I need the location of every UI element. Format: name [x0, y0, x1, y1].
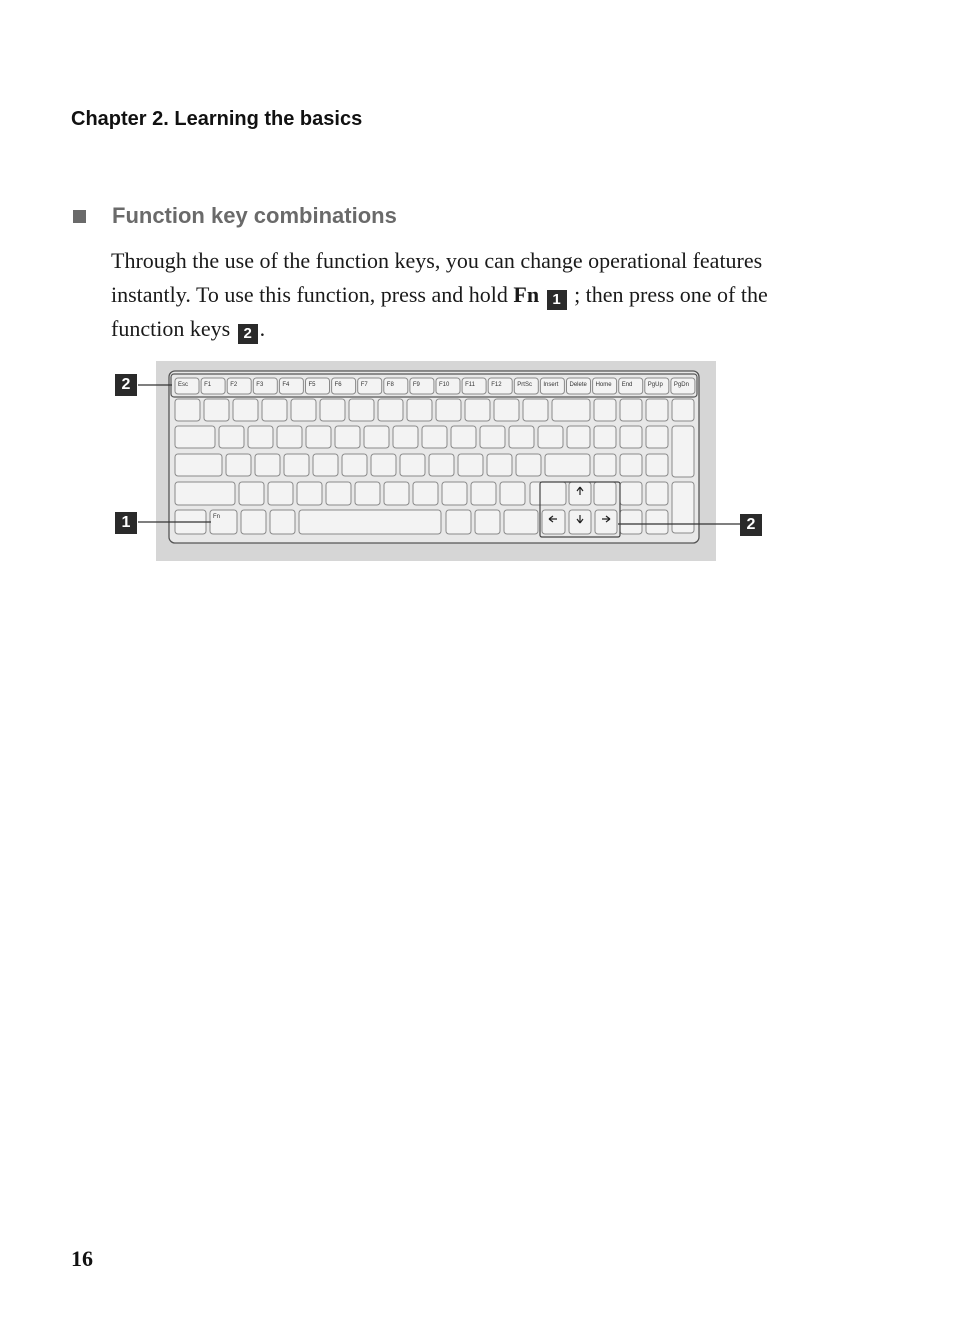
key-row2-1	[248, 426, 273, 448]
key-numpad2-0	[594, 426, 616, 448]
key-f3-label: F3	[256, 382, 264, 388]
key-row1-7	[378, 399, 403, 421]
key-row2-3	[306, 426, 331, 448]
section-heading-text: Function key combinations	[112, 203, 397, 228]
key-row3-9	[487, 454, 512, 476]
key-row1-11	[494, 399, 519, 421]
key-numpad3-2	[646, 454, 668, 476]
callout-2-right: 2	[740, 514, 762, 536]
key-row3-5	[371, 454, 396, 476]
key-pgdn-label: PgDn	[673, 382, 689, 388]
key-enter	[545, 454, 590, 476]
key-row1-6	[349, 399, 374, 421]
callout-2-top: 2	[115, 374, 137, 396]
key-row3-6	[400, 454, 425, 476]
key-row4-4	[355, 482, 380, 505]
key-numpad2-1	[620, 426, 642, 448]
key-tab	[175, 426, 215, 448]
key-row4-8	[471, 482, 496, 505]
key-end-label: End	[621, 382, 633, 388]
key-row3-3	[313, 454, 338, 476]
key-delete-label: Delete	[569, 382, 587, 388]
callout-1: 1	[115, 512, 137, 534]
key-row1-9	[436, 399, 461, 421]
key-home-label: Home	[595, 382, 612, 388]
key-backspace	[552, 399, 590, 421]
key-numpad3-0	[594, 454, 616, 476]
key-fn-label: Fn	[213, 514, 221, 520]
key-numpad-enter	[672, 482, 694, 533]
key-row2-9	[480, 426, 505, 448]
key-numpad1-3	[672, 399, 694, 421]
key-ralt	[446, 510, 471, 534]
key-row1-4	[291, 399, 316, 421]
key-row2-0	[219, 426, 244, 448]
key-numpad5-0	[620, 510, 642, 534]
key-f4-label: F4	[282, 382, 290, 388]
key-row2-8	[451, 426, 476, 448]
key-win	[241, 510, 266, 534]
key-numpad4-1	[620, 482, 642, 505]
key-numpad-plus	[672, 426, 694, 477]
key-numpad5-1	[646, 510, 668, 534]
marker-1-badge: 1	[547, 290, 567, 310]
key-numpad1-0	[594, 399, 616, 421]
key-row3-8	[458, 454, 483, 476]
key-f10-label: F10	[439, 382, 450, 388]
key-row1-12	[523, 399, 548, 421]
key-prtsc-label: PrtSc	[517, 382, 532, 388]
key-f1-label: F1	[204, 382, 212, 388]
key-f6-label: F6	[334, 382, 342, 388]
key-row4-6	[413, 482, 438, 505]
key-left	[542, 510, 565, 534]
key-f5-label: F5	[308, 382, 316, 388]
key-pgup-label: PgUp	[647, 382, 663, 388]
key-f8-label: F8	[386, 382, 394, 388]
key-f11-label: F11	[465, 382, 476, 388]
key-row1-8	[407, 399, 432, 421]
key-row4-0	[239, 482, 264, 505]
key-row2-4	[335, 426, 360, 448]
key-row2-7	[422, 426, 447, 448]
key-menu	[475, 510, 500, 534]
key-row4-3	[326, 482, 351, 505]
key-row3-7	[429, 454, 454, 476]
key-row3-10	[516, 454, 541, 476]
key-row1-5	[320, 399, 345, 421]
key-row4-5	[384, 482, 409, 505]
key-f12-label: F12	[491, 382, 502, 388]
key-backslash	[567, 426, 590, 448]
key-numpad1-2	[646, 399, 668, 421]
page-number: 16	[71, 1246, 93, 1271]
key-row3-4	[342, 454, 367, 476]
paragraph-text-1: Through the use of the function keys, you can change operational features instantly. To use this function, press and hold	[111, 248, 763, 307]
paragraph-end: .	[259, 316, 266, 341]
key-row2-2	[277, 426, 302, 448]
key-row1-3	[262, 399, 287, 421]
key-space	[299, 510, 441, 534]
key-row4-9	[500, 482, 525, 505]
key-row2-5	[364, 426, 389, 448]
key-lshift	[175, 482, 235, 505]
key-numpad2-2	[646, 426, 668, 448]
key-row3-0	[226, 454, 251, 476]
key-row1-10	[465, 399, 490, 421]
key-row2-10	[509, 426, 534, 448]
key-f7-label: F7	[360, 382, 368, 388]
key-rshift	[530, 482, 566, 505]
key-rctrl	[504, 510, 538, 534]
key-numpad4-0	[594, 482, 616, 505]
key-f2-label: F2	[230, 382, 238, 388]
paragraph-text-2: ; then press one of the function keys	[111, 282, 768, 341]
key-f9-label: F9	[412, 382, 420, 388]
chapter-title: Chapter 2. Learning the basics	[71, 108, 363, 130]
keyboard-figure	[0, 0, 954, 600]
key-numpad3-1	[620, 454, 642, 476]
key-row4-1	[268, 482, 293, 505]
key-row1-1	[204, 399, 229, 421]
key-numpad4-2	[646, 482, 668, 505]
fn-key-label: Fn	[513, 282, 540, 307]
key-row4-2	[297, 482, 322, 505]
key-esc-label: Esc	[178, 382, 189, 388]
key-alt	[270, 510, 295, 534]
key-row2-6	[393, 426, 418, 448]
marker-2-badge: 2	[238, 324, 258, 344]
key-caps	[175, 454, 222, 476]
key-row3-2	[284, 454, 309, 476]
key-insert-label: Insert	[543, 382, 559, 388]
key-row2-11	[538, 426, 563, 448]
key-row3-1	[255, 454, 280, 476]
key-row1-0	[175, 399, 200, 421]
key-numpad1-1	[620, 399, 642, 421]
key-row4-7	[442, 482, 467, 505]
key-row1-2	[233, 399, 258, 421]
